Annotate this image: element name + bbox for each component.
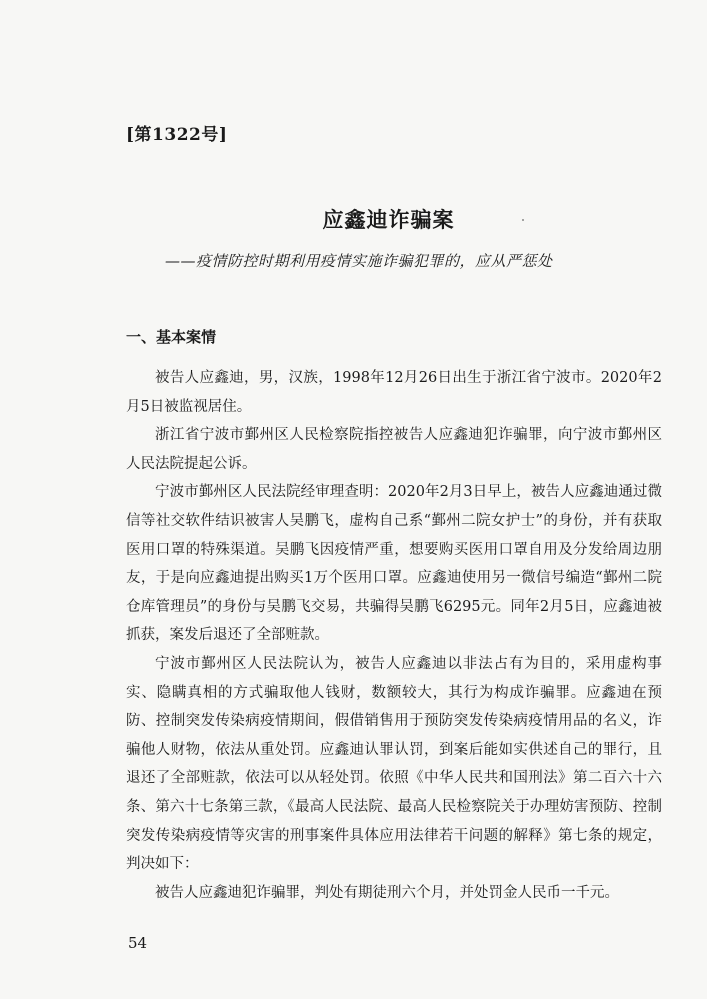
case-number: [第1322号]: [126, 125, 228, 145]
case-subtitle: ——疫情防控时期利用疫情实施诈骗犯罪的，应从严惩处: [165, 252, 553, 270]
body-text: [126, 364, 662, 907]
paragraph: 宁波市鄞州区人民法院认为，被告人应鑫迪以非法占有为目的，采用虚构事实、隐瞒真相的方式骗取他人钱财，数额较大，其行为构成诈骗罪。应鑫迪在预防、控制突发传染病疫情期间，假借销售用于预防突发传染病疫情用品的名义，诈骗他人财物，依法从重处罚。应鑫迪认罪认罚，到案后能如实供述自己的罪行，且退还了全部赃款，依法可以从轻处罚。依照《中华人民共和国刑法》第二百六十六条、第六十七条第三款，《最高人民法院、最高人民检察院关于办理妨害预防、控制突发传染病疫情等灾害的刑事案件具体应用法律若干问题的解释》第七条的规定，判决如下：: [126, 655, 662, 873]
page-number: 54: [128, 934, 148, 952]
paragraph: 宁波市鄞州区人民法院经审理查明：2020年2月3日早上，被告人应鑫迪通过微信等社交软件结识被害人吴鹏飞，虚构自己系“鄞州二院女护士”的身份，并有获取医用口罩的特殊渠道。吴鹏飞因疫情严重，想要购买医用口罩自用及分发给周边朋友，于是向应鑫迪提出购买1万个医用口罩。应鑫迪使用另一微信号编造“鄞州二院仓库管理员”的身份与吴鹏飞交易，共骗得吴鹏飞6295元。同年2月5日，应鑫迪被抓获，案发后退还了全部赃款。: [126, 484, 662, 644]
paragraph: 浙江省宁波市鄞州区人民检察院指控被告人应鑫迪犯诈骗罪，向宁波市鄞州区人民法院提起公诉。: [126, 427, 662, 472]
section-heading: 一、基本案情: [126, 328, 217, 346]
paragraph: 被告人应鑫迪，男，汉族，1998年12月26日出生于浙江省宁波市。2020年2月5日被监视居住。: [126, 370, 662, 415]
paragraph: 被告人应鑫迪犯诈骗罪，判处有期徒刑六个月，并处罚金人民币一千元。: [155, 884, 619, 901]
case-title: 应鑫迪诈骗案: [322, 207, 455, 232]
